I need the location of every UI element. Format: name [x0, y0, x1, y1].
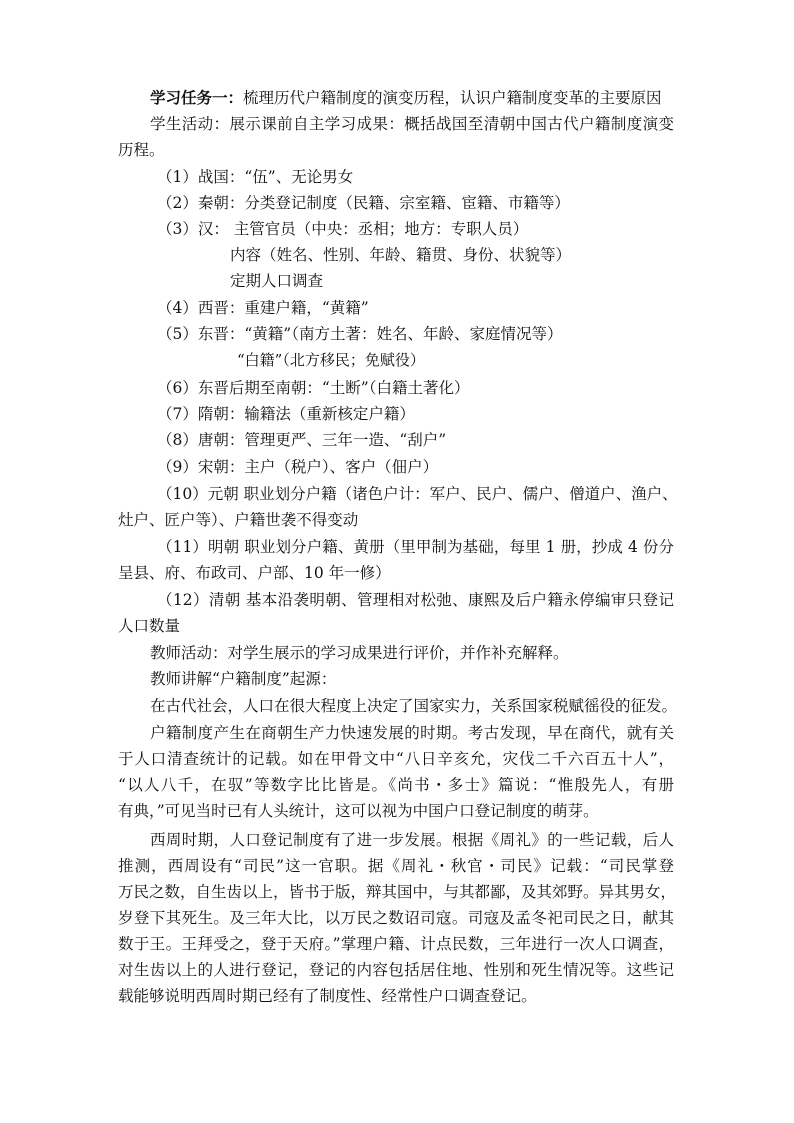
teacher-activity: 教师活动：对学生展示的学习成果进行评价，并作补充解释。: [150, 644, 569, 662]
item-10-line1: （10）元朝 职业划分户籍（诸色户计：军户、民户、儒户、僧道户、渔户、: [157, 485, 678, 503]
paragraph-3-line3: 万民之数，自生齿以上，皆书于版，辩其国中，与其都鄙，及其郊野。异其男女，: [118, 883, 677, 901]
paragraph-2-line1: 户籍制度产生在商朝生产力快速发展的时期。考古发现，早在商代，就有关: [150, 724, 674, 742]
item-9: （9）宋朝：主户（税户）、客户（佃户）: [157, 458, 439, 476]
student-activity-line1: 学生活动：展示课前自主学习成果：概括战国至清朝中国古代户籍制度演变: [150, 115, 674, 133]
item-5-huangji: （5）东晋：“黄籍”（南方土著：姓名、年龄、家庭情况等）: [157, 325, 563, 343]
item-8: （8）唐朝：管理更严、三年一造、“刮户”: [157, 431, 447, 449]
paragraph-3-line1: 西周时期，人口登记制度有了进一步发展。根据《周礼》的一些记载，后人: [150, 831, 674, 849]
paragraph-3-line4: 岁登下其死生。及三年大比，以万民之数诏司寇。司寇及孟冬祀司民之日，献其: [118, 909, 674, 927]
item-5-baiji: “白籍”（北方移民；免赋役）: [237, 351, 425, 369]
paragraph-3-line5: 数于王。王拜受之，登于天府。”掌理户籍、计点民数，三年进行一次人口调查，: [118, 935, 674, 953]
item-10-line2: 灶户、匠户等）、户籍世袭不得变动: [118, 511, 359, 529]
paragraph-3-line6: 对生齿以上的人进行登记，登记的内容包括居住地、性别和死生情况等。这些记: [118, 961, 674, 979]
item-6: （6）东晋后期至南朝：“土断”（白籍土著化）: [157, 379, 470, 397]
task-title: 梳理历代户籍制度的演变历程，认识户籍制度变革的主要原因: [243, 89, 662, 107]
item-1: （1）战国：“伍”、无论男女: [157, 168, 354, 186]
item-11-line1: （11）明朝 职业划分户籍、黄册（里甲制为基础，每里 1 册，抄成 4 份分: [157, 538, 674, 556]
item-12-line1: （12）清朝 基本沿袭明朝、管理相对松弛、康熙及后户籍永停编审只登记: [157, 591, 674, 609]
paragraph-2-line2: 于人口清查统计的记载。如在甲骨文中“八日辛亥允，灾伐二千六百五十人”，: [118, 750, 674, 768]
item-3-officials: （3）汉： 主管官员（中央：丞相；地方：专职人员）: [157, 220, 529, 238]
paragraph-3-line2: 推测，西周设有“司民”这一官职。据《周礼・秋官・司民》记载：“司民掌登: [118, 857, 674, 875]
paragraph-3-line7: 载能够说明西周时期已经有了制度性、经常性户口调查登记。: [118, 987, 537, 1005]
item-4: （4）西晋：重建户籍，“黄籍”: [157, 299, 369, 317]
paragraph-2-line4: 有典，”可见当时已有人头统计，这可以视为中国户口登记制度的萌芽。: [118, 802, 599, 820]
task-heading: 学习任务一：: [150, 88, 244, 107]
student-activity-line2: 历程。: [118, 141, 165, 159]
task-heading-line: [150, 85, 662, 111]
item-7: （7）隋朝：输籍法（重新核定户籍）: [157, 405, 415, 423]
item-11-line2: 呈县、府、布政司、户部、10 年一修）: [118, 564, 391, 582]
paragraph-1: 在古代社会，人口在很大程度上决定了国家实力，关系国家税赋徭役的征发。: [150, 697, 678, 715]
item-3-census: 定期人口调查: [230, 272, 324, 290]
item-12-line2: 人口数量: [118, 617, 181, 635]
item-2: （2）秦朝：分类登记制度（民籍、宗室籍、宦籍、市籍等）: [157, 194, 570, 212]
paragraph-2-line3: “以人八千，在驭”等数字比比皆是。《尚书・多士》篇说：“惟殷先人，有册: [118, 776, 674, 794]
item-3-content: 内容（姓名、性别、年龄、籍贯、身份、状貌等）: [230, 246, 572, 264]
teacher-explain: 教师讲解“户籍制度”起源：: [150, 670, 337, 688]
